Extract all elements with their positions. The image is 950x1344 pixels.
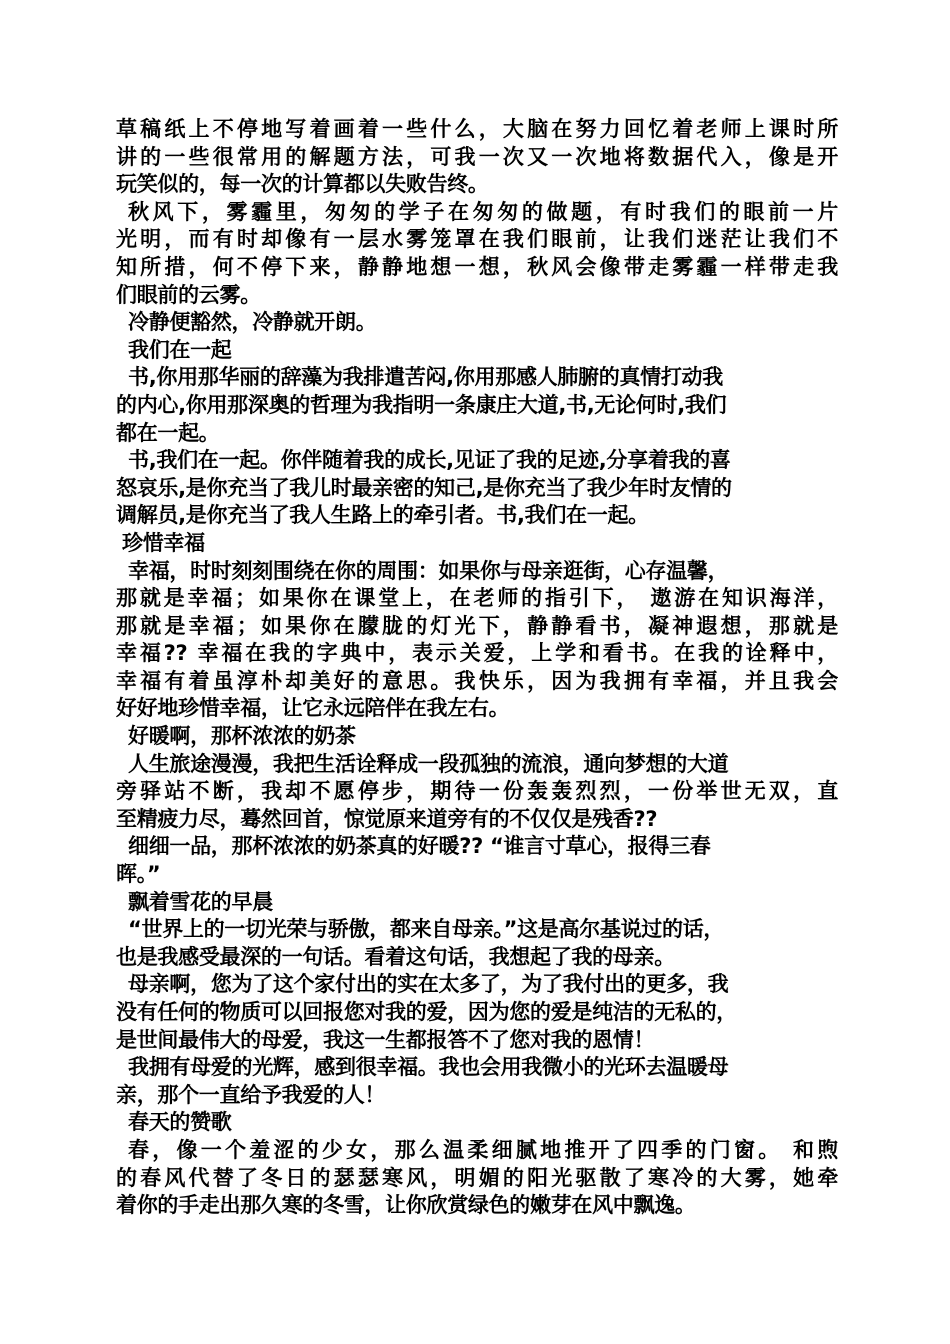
text-line: 细细一品，那杯浓浓的奶茶真的好暖?? “谁言寸草心，报得三春 <box>128 834 711 859</box>
text-line: 幸福，时时刻刻围绕在你的周围：如果你与母亲逛街，心存温馨， <box>128 558 729 583</box>
text-line: 也是我感受最深的一句话。看着这句话，我想起了我的母亲。 <box>116 944 675 969</box>
text-line: 亲，那个一直给予我爱的人！ <box>116 1082 386 1107</box>
text-line: 书,你用那华丽的辞藻为我排遣苦闷,你用那感人肺腑的真情打动我 <box>128 365 723 390</box>
text-line: 的春风代替了冬日的瑟瑟寒风，明媚的阳光驱散了寒冷的大雾，她牵 <box>116 1165 838 1190</box>
text-line: 好好地珍惜幸福，让它永远陪伴在我左右。 <box>116 696 510 721</box>
text-line: 的内心,你用那深奥的哲理为我指明一条康庄大道,书,无论何时,我们 <box>116 392 727 417</box>
text-line: 珍惜幸福 <box>122 530 205 555</box>
text-line: 幸福有着虽淳朴却美好的意思。我快乐，因为我拥有幸福，并且我会 <box>116 668 838 693</box>
text-line: 至精疲力尽，蓦然回首，惊觉原来道旁有的不仅仅是残香?? <box>116 806 658 831</box>
text-line: 玩笑似的，每一次的计算都以失败告终。 <box>116 172 489 197</box>
text-line: 光明，而有时却像有一层水雾笼罩在我们眼前，让我们迷茫让我们不 <box>116 227 838 252</box>
text-line: 草稿纸上不停地写着画着一些什么，大脑在努力回忆着老师上课时所 <box>116 117 838 141</box>
text-line: 人生旅途漫漫，我把生活诠释成一段孤独的流浪，通向梦想的大道 <box>128 751 729 776</box>
text-line: 没有任何的物质可以回报您对我的爱，因为您的爱是纯洁的无私的， <box>116 1000 737 1024</box>
text-line: 旁驿站不断，我却不愿停步，期待一份轰轰烈烈，一份举世无双，直 <box>116 779 838 804</box>
text-line: 飘着雪花的早晨 <box>128 889 273 914</box>
text-line: 晖。” <box>116 862 161 887</box>
text-line: 好暖啊，那杯浓浓的奶茶 <box>128 724 356 749</box>
text-line: 是世间最伟大的母爱，我这一生都报答不了您对我的恩情！ <box>116 1027 655 1052</box>
text-line: 我拥有母爱的光辉，感到很幸福。我也会用我微小的光环去温暖母 <box>128 1055 729 1080</box>
text-line: 幸福?? 幸福在我的字典中，表示关爱，上学和看书。在我的诠释中， <box>116 641 838 666</box>
text-line: 春，像一个羞涩的少女，那么温柔细腻地推开了四季的门窗。 和煦 <box>128 1137 838 1162</box>
text-line: “世界上的一切光荣与骄傲，都来自母亲。”这是高尔基说过的话， <box>128 917 725 942</box>
document-page <box>116 116 838 1220</box>
text-line: 冷静便豁然，冷静就开朗。 <box>128 310 377 335</box>
text-line: 那就是幸福；如果你在课堂上，在老师的指引下， 遨游在知识海洋， <box>116 586 838 611</box>
text-line: 春天的赞歌 <box>128 1110 232 1135</box>
text-line: 调解员,是你充当了我人生路上的牵引者。书,我们在一起。 <box>116 503 649 528</box>
text-line: 怒哀乐,是你充当了我儿时最亲密的知己,是你充当了我少年时友情的 <box>116 475 732 500</box>
text-line: 那就是幸福；如果你在朦胧的灯光下，静静看书，凝神遐想，那就是 <box>116 613 838 638</box>
text-line: 秋风下，雾霾里，匆匆的学子在匆匆的做题，有时我们的眼前一片 <box>128 199 838 224</box>
text-line: 都在一起。 <box>116 420 220 445</box>
text-line: 们眼前的云雾。 <box>116 282 261 307</box>
text-line: 母亲啊，您为了这个家付出的实在太多了，为了我付出的更多，我 <box>128 972 729 997</box>
text-line: 着你的手走出那久寒的冬雪，让你欣赏绿色的嫩芽在风中飘逸。 <box>116 1193 696 1218</box>
text-line: 书,我们在一起。你伴随着我的成长,见证了我的足迹,分享着我的喜 <box>128 448 731 473</box>
text-line: 讲的一些很常用的解题方法，可我一次又一次地将数据代入，像是开 <box>116 144 838 169</box>
text-line: 我们在一起 <box>128 337 232 362</box>
text-line: 知所措，何不停下来，静静地想一想，秋风会像带走雾霾一样带走我 <box>116 254 838 279</box>
